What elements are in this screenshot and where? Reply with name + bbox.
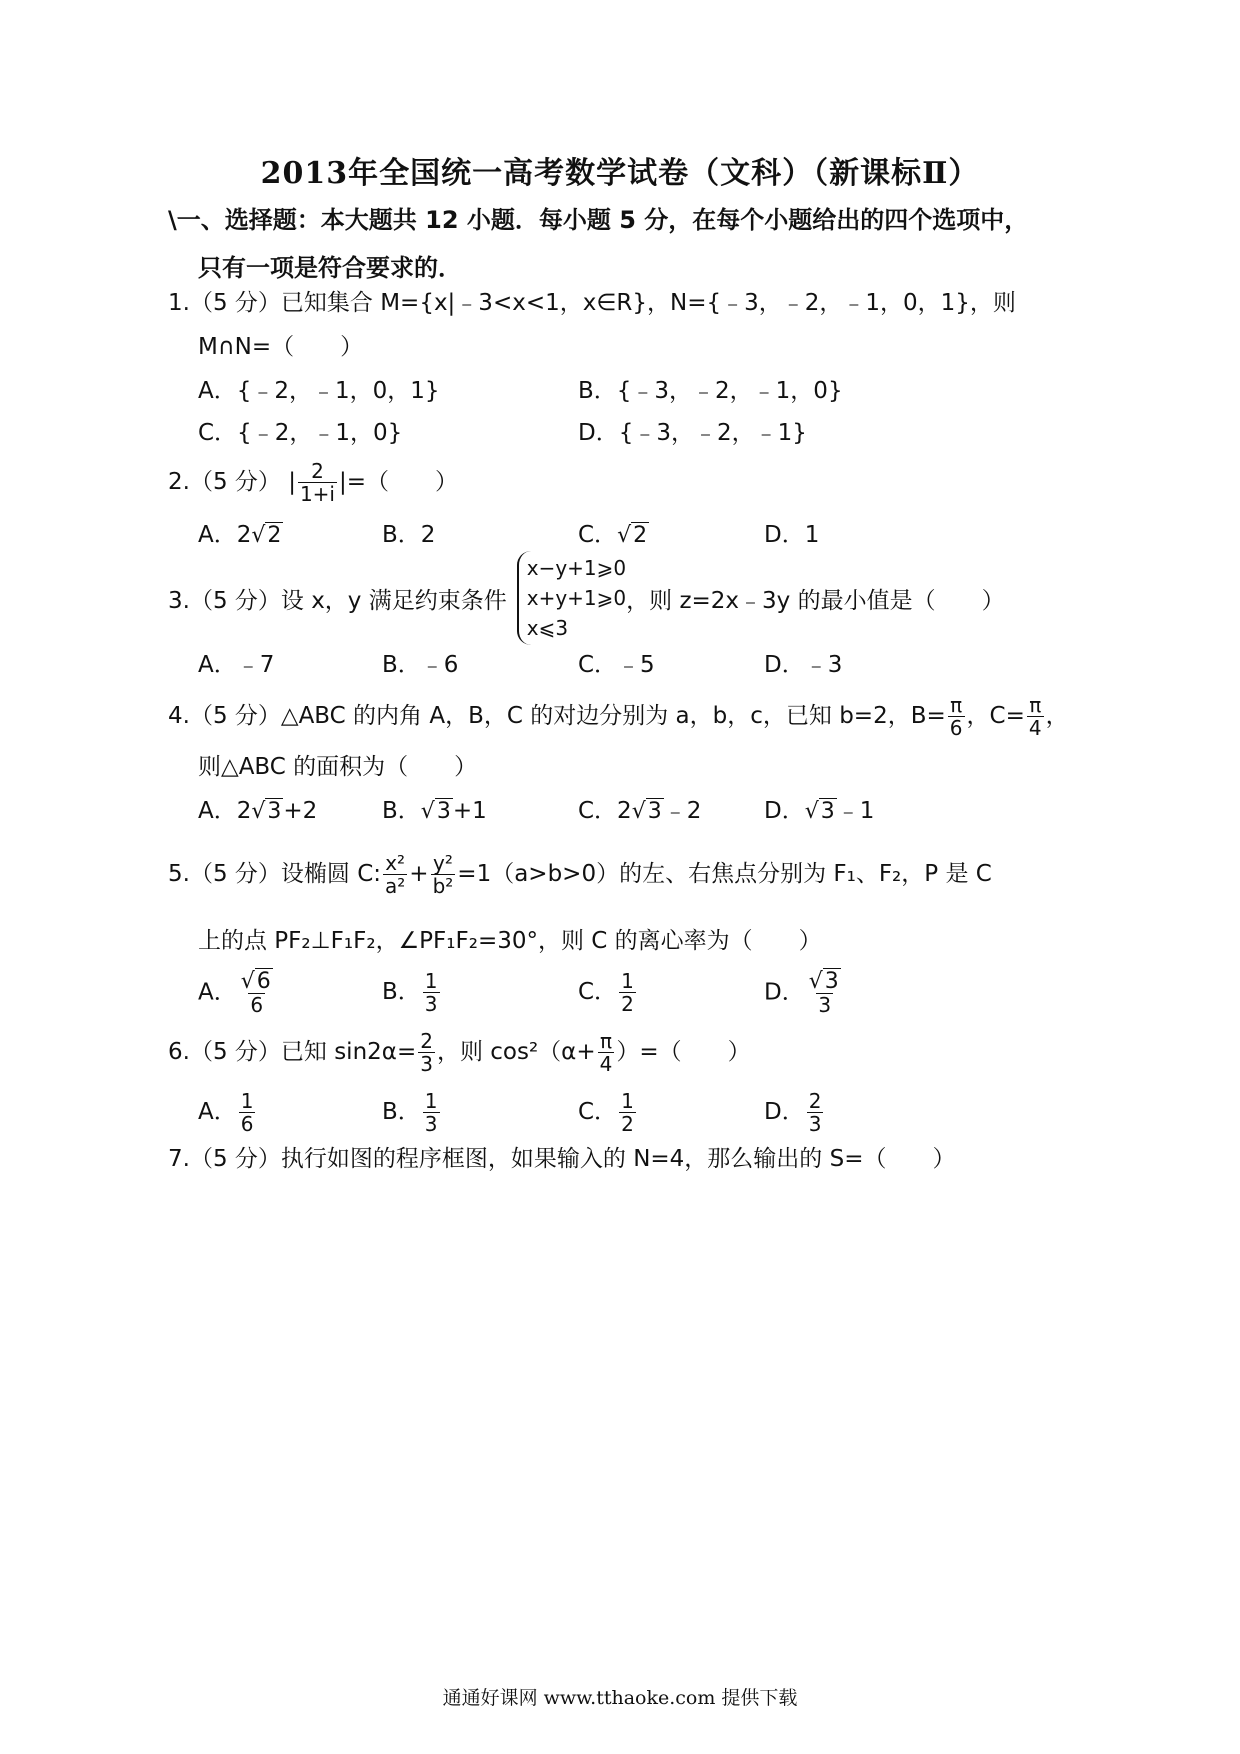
q6-d-frac [807,1090,824,1135]
q6-a-frac [239,1090,256,1135]
q2-stem [168,460,458,505]
q5-b-frac [423,970,440,1015]
q4-b-num: π [950,693,963,717]
q3-constraint-1: x−y+1⩾0 [526,556,627,580]
sqrt-icon: √6 [240,969,271,994]
q6-b-frac [423,1090,440,1135]
q1-stem-line2: M∩N=（ ） [198,334,364,360]
q6-b-den: 3 [424,1112,438,1136]
q5-option-a [198,970,277,1016]
q3-option-d: D．﹣3 [764,652,843,678]
q4-b-den: 6 [949,716,963,740]
q6-frac-1 [418,1030,435,1075]
q6-mid: ，则 cos²（α+ [436,1039,596,1065]
q6-d2: 4 [599,1052,613,1076]
q6-c-den: 2 [621,1112,634,1136]
q6-d-den: 3 [808,1112,822,1136]
q3-option-c: C．﹣5 [578,652,655,678]
q3-constraint-2: x+y+1⩾0 [526,586,627,610]
q6-option-c [578,1090,638,1135]
q6-prefix: 6.（5 分）已知 sin2α= [168,1039,417,1065]
q6-a-label: A． [198,1099,237,1125]
q5-option-d [764,970,845,1016]
q5-c-label: C． [578,979,618,1005]
q5-n1: x² [385,851,406,875]
q5-plus: + [409,861,429,887]
q6-c-label: C． [578,1099,618,1125]
q5-d2: b² [432,874,454,898]
q4-d-tail: ﹣1 [836,798,875,824]
q6-b-num: 1 [424,1089,438,1113]
q4-c-label: C．2 [578,798,632,824]
q5-option-c [578,970,638,1015]
sqrt-icon: √3 [420,799,451,824]
q4-b-label: B． [382,798,421,824]
page-title: 2013年全国统一高考数学试卷（文科）（新课标Ⅱ） [260,156,980,191]
q1-option-c: C．{﹣2，﹣1，0} [198,420,403,446]
q5-a-den: 6 [250,993,264,1017]
q5-c-frac [619,970,636,1015]
q3-option-a: A．﹣7 [198,652,275,678]
q3-option-b: B．﹣6 [382,652,459,678]
q1-stem-line1: 1.（5 分）已知集合 M={x|﹣3<x<1，x∈R}，N={﹣3，﹣2，﹣1，0，1}，则 [168,290,1016,316]
q6-stem [168,1030,751,1075]
q4-angle-b [948,694,965,739]
sqrt-icon: √3 [808,969,839,994]
q5-a-radicand: 6 [256,969,271,994]
sqrt-icon: √3 [251,799,282,824]
q5-frac-x [383,852,407,897]
q4-c-tail: ﹣2 [663,798,702,824]
q5-b-num: 1 [424,969,438,993]
q2-a-label: A．2 [198,522,252,548]
q2-fraction [298,460,337,505]
q5-stem-line2: 上的点 PF₂⊥F₁F₂，∠PF₁F₂=30°，则 C 的离心率为（ ） [198,928,822,954]
q2-option-d: D．1 [764,522,820,548]
sqrt-icon: √3 [631,799,662,824]
q6-a-den: 6 [240,1112,254,1136]
q6-b-label: B． [382,1099,421,1125]
q2-option-c [578,520,649,551]
q6-option-d [764,1090,825,1135]
section-heading-line1: \一、选择题：本大题共 12 小题．每小题 5 分，在每个小题给出的四个选项中， [168,206,1029,234]
q5-a-label: A． [198,979,237,1006]
q3-constraint-system [517,551,626,645]
q5-a-frac [239,970,275,1016]
q6-d-num: 2 [808,1089,822,1113]
q5-b-den: 3 [424,992,438,1016]
q4-option-b [382,796,487,827]
section-heading-line2: 只有一项是符合要求的． [198,254,462,282]
q4-option-a [198,796,317,827]
q6-n1: 2 [420,1029,433,1053]
q4-c-radicand: 3 [647,799,662,824]
page-footer: 通通好课网 www.tthaoke.com 提供下载 [442,1687,798,1709]
q5-d1: a² [385,874,406,898]
q4-a-tail: +2 [283,798,318,824]
q5-c-den: 2 [621,992,634,1016]
q2-c-label: C． [578,522,618,548]
q4-d-radicand: 3 [820,799,835,824]
q4-option-d [764,796,874,827]
q1-option-a: A．{﹣2，﹣1，0，1} [198,378,440,404]
q4-d-label: D． [764,798,805,824]
q5-stem-line1 [168,852,992,897]
q5-d-frac [807,970,843,1016]
q5-a-num [239,970,275,993]
q5-frac-y [431,852,456,897]
q6-c-num: 1 [621,1089,634,1113]
q6-n2: π [599,1029,613,1053]
q2-abs-open: | [288,469,296,495]
sqrt-icon: √3 [804,799,835,824]
q2-option-b: B．2 [382,522,436,548]
q2-c-radicand: 2 [633,523,648,548]
q4-b-tail: +1 [452,798,487,824]
q6-option-a [198,1090,257,1135]
q4-c-den: 4 [1028,716,1042,740]
q2-frac-den: 1+i [299,482,335,506]
q4-stem-line1 [168,694,1069,739]
q2-a-radicand: 2 [267,523,282,548]
q2-suffix: |=（ ） [339,469,459,495]
q6-a-num: 1 [240,1089,254,1113]
q5-option-b [382,970,442,1015]
q5-d-label: D． [764,979,805,1006]
q4-mid: ，C= [966,703,1025,729]
q7-stem: 7.（5 分）执行如图的程序框图，如果输入的 N=4，那么输出的 S=（ ） [168,1146,956,1172]
q6-d1: 3 [420,1052,433,1076]
q6-suffix: ）=（ ） [616,1039,751,1065]
q4-angle-c [1027,694,1044,739]
q5-d-radicand: 3 [824,969,839,994]
q4-option-c [578,796,701,827]
q5-d-num [807,970,843,993]
q4-b-radicand: 3 [436,799,451,824]
q4-end: ， [1045,703,1069,729]
q3-prefix: 3.（5 分）设 x，y 满足约束条件 [168,587,507,614]
q4-prefix: 4.（5 分）△ABC 的内角 A，B，C 的对边分别为 a，b，c，已知 b=2，B= [168,703,946,729]
q4-a-radicand: 3 [267,799,282,824]
sqrt-icon: √2 [251,523,282,548]
q6-frac-2 [598,1030,615,1075]
q5-suffix: =1（a>b>0）的左、右焦点分别为 F₁、F₂，P 是 C [457,861,992,887]
q5-n2: y² [433,851,453,875]
q6-option-b [382,1090,442,1135]
q5-d-den: 3 [818,993,832,1017]
q3-suffix: ，则 z=2x﹣3y 的最小值是（ ） [626,587,1005,614]
q1-option-b: B．{﹣3，﹣2，﹣1，0} [578,378,843,404]
q6-c-frac [619,1090,636,1135]
q2-prefix: 2.（5 分） [168,469,281,495]
q3-constraint-3: x⩽3 [526,616,569,640]
q5-prefix: 5.（5 分）设椭圆 C: [168,861,382,887]
q6-d-label: D． [764,1099,805,1125]
q5-b-label: B． [382,979,421,1005]
q1-option-d: D．{﹣3，﹣2，﹣1} [578,420,807,446]
q4-stem-line2: 则△ABC 的面积为（ ） [198,754,478,780]
sqrt-icon: √2 [617,523,648,548]
q2-frac-num: 2 [311,459,324,483]
q4-a-label: A．2 [198,798,252,824]
q2-option-a [198,520,283,551]
q5-c-num: 1 [621,969,634,993]
q4-c-num: π [1029,693,1042,717]
q3-stem [168,552,1005,644]
